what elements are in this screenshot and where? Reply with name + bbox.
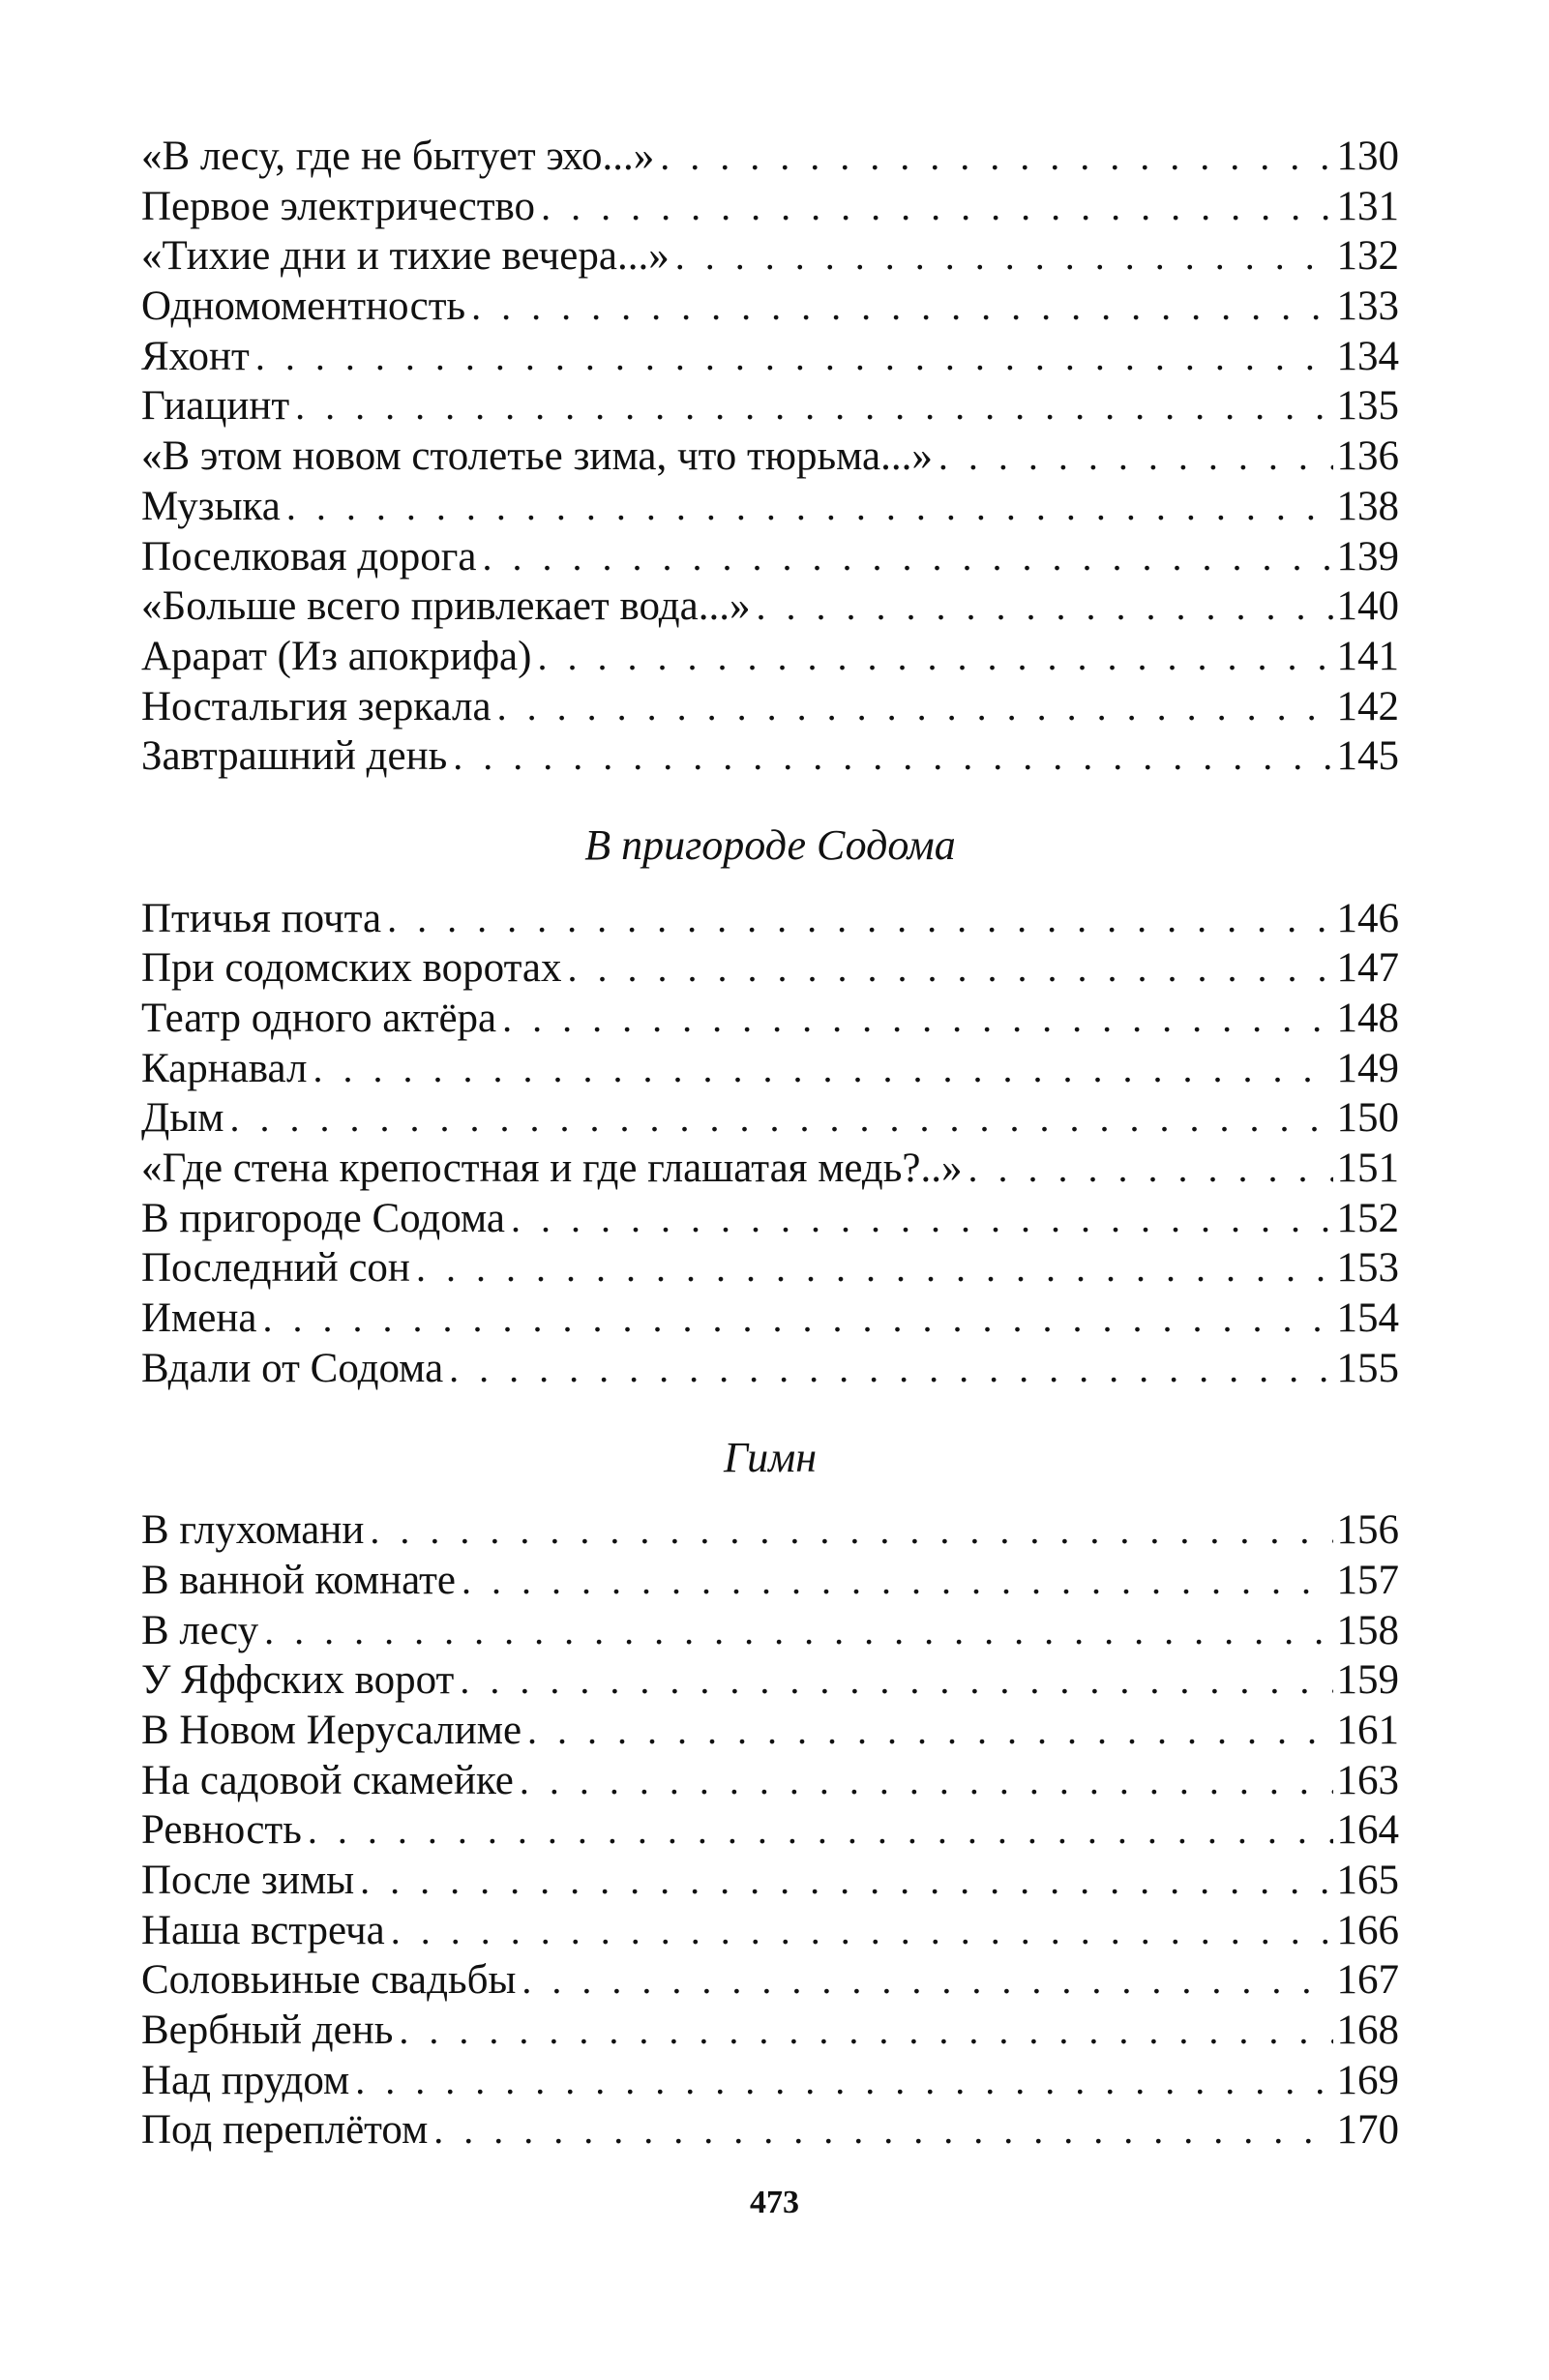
- toc-entry-title: В Новом Иерусалиме: [141, 1707, 522, 1753]
- toc-entry-title: «Тихие дни и тихие вечера...»: [141, 233, 670, 280]
- toc-entry-page: 138: [1336, 483, 1399, 529]
- toc-entry-page: 145: [1336, 733, 1399, 780]
- toc-entry: [141, 1856, 1399, 1906]
- dot-leader: [262, 1294, 1332, 1344]
- dot-leader: [370, 1505, 1332, 1556]
- toc-entry-page: 147: [1336, 945, 1399, 992]
- toc-entry-page: 140: [1336, 583, 1399, 630]
- toc-entry: [141, 894, 1399, 944]
- toc-entry-title: Поселковая дорога: [141, 533, 477, 580]
- toc-entry: [141, 231, 1399, 282]
- toc-entry: [141, 994, 1399, 1044]
- toc-entry-title: У Яффских ворот: [141, 1657, 455, 1704]
- dot-leader: [521, 1955, 1332, 2006]
- dot-leader: [295, 381, 1332, 431]
- toc-entry-title: После зимы: [141, 1858, 355, 1903]
- toc-entry-page: 169: [1336, 2057, 1399, 2103]
- dot-leader: [520, 1756, 1333, 1806]
- toc-entry-title: Одномоментность: [141, 283, 466, 330]
- toc-entry-page: 165: [1336, 1858, 1399, 1903]
- toc-entry: [141, 431, 1399, 482]
- dot-leader: [229, 1093, 1332, 1144]
- toc-entry-title: Яхонт: [141, 333, 250, 379]
- toc-entry-title: Вдали от Содома: [141, 1345, 444, 1391]
- toc-entry-title: Под переплётом: [141, 2107, 429, 2154]
- toc-entry: [141, 1194, 1399, 1244]
- toc-entry-page: 141: [1336, 633, 1399, 679]
- toc-entry: [141, 182, 1399, 232]
- toc-entry-title: На садовой скамейке: [141, 1757, 514, 1803]
- toc-entry-title: В ванной комнате: [141, 1557, 456, 1603]
- toc-entry-title: Имена: [141, 1295, 257, 1342]
- toc-entry-page: 167: [1336, 1957, 1399, 2004]
- toc-entry-page: 158: [1336, 1607, 1399, 1653]
- toc-entry-title: «В этом новом столетье зима, что тюрьма...»: [141, 433, 933, 480]
- dot-leader: [502, 994, 1332, 1044]
- toc-entry-page: 170: [1336, 2107, 1399, 2154]
- toc-entry: [141, 731, 1399, 782]
- toc-entry-title: В лесу: [141, 1607, 259, 1653]
- dot-leader: [387, 894, 1332, 944]
- dot-leader: [462, 1556, 1333, 1606]
- toc-entry: [141, 1655, 1399, 1706]
- dot-leader: [675, 231, 1333, 282]
- toc-entry: [141, 632, 1399, 682]
- toc-entry: [141, 482, 1399, 532]
- toc-entry: [141, 682, 1399, 732]
- dot-leader: [391, 1906, 1333, 1956]
- toc-entry: [141, 1044, 1399, 1094]
- dot-leader: [497, 682, 1333, 732]
- dot-leader: [938, 431, 1333, 482]
- toc-entry-page: 153: [1336, 1245, 1399, 1292]
- toc-entry-page: 157: [1336, 1557, 1399, 1603]
- dot-leader: [541, 182, 1332, 232]
- dot-leader: [308, 1805, 1333, 1856]
- toc-entry-page: 132: [1336, 233, 1399, 280]
- toc-entry-page: 163: [1336, 1757, 1399, 1803]
- dot-leader: [313, 1044, 1332, 1094]
- dot-leader: [264, 1606, 1332, 1656]
- toc-entry: [141, 1706, 1399, 1756]
- toc-entry-page: 156: [1336, 1507, 1399, 1554]
- toc-entry-page: 130: [1336, 134, 1399, 179]
- dot-leader: [968, 1144, 1333, 1194]
- toc-entry-page: 161: [1336, 1707, 1399, 1753]
- toc-entry-title: В глухомани: [141, 1507, 365, 1554]
- dot-leader: [660, 132, 1332, 182]
- toc-entry-title: Над прудом: [141, 2057, 350, 2103]
- toc-entry-title: Карнавал: [141, 1045, 308, 1091]
- toc-entry: [141, 2056, 1399, 2106]
- toc-entry: [141, 2105, 1399, 2156]
- toc-entry: [141, 1805, 1399, 1856]
- toc-entry-page: 142: [1336, 683, 1399, 729]
- toc-entry-page: 139: [1336, 533, 1399, 580]
- toc-entry-title: Первое электричество: [141, 183, 536, 229]
- toc-entry-title: Театр одного актёра: [141, 996, 497, 1041]
- toc-entry-page: 131: [1336, 183, 1399, 229]
- dot-leader: [511, 1194, 1333, 1244]
- dot-leader: [482, 532, 1332, 582]
- toc-entry-title: Последний сон: [141, 1245, 410, 1292]
- toc-entry-title: Музыка: [141, 483, 281, 529]
- toc-entry-page: 146: [1336, 895, 1399, 941]
- dot-leader: [355, 2056, 1332, 2106]
- toc-entry: [141, 2006, 1399, 2056]
- toc-entry-title: Завтрашний день: [141, 733, 448, 780]
- toc-entry-title: При содомских воротах: [141, 945, 562, 992]
- page-number: 473: [750, 2185, 799, 2220]
- dot-leader: [568, 943, 1333, 994]
- dot-leader: [399, 2006, 1332, 2056]
- toc-entry-page: 155: [1336, 1345, 1399, 1391]
- toc-entry: [141, 332, 1399, 382]
- dot-leader: [449, 1344, 1332, 1394]
- toc-entry: [141, 1294, 1399, 1344]
- toc-entry-title: Наша встреча: [141, 1907, 385, 1953]
- dot-leader: [460, 1655, 1332, 1706]
- dot-leader: [360, 1856, 1332, 1906]
- toc-entry-title: Птичья почта: [141, 895, 382, 941]
- dot-leader: [286, 482, 1333, 532]
- toc-entry-title: Вербный день: [141, 2008, 394, 2054]
- toc-entry-title: Ностальгия зеркала: [141, 683, 492, 729]
- dot-leader: [537, 632, 1332, 682]
- dot-leader: [756, 581, 1332, 632]
- toc-entry-page: 159: [1336, 1657, 1399, 1704]
- dot-leader: [471, 282, 1332, 332]
- toc-entry: [141, 1144, 1399, 1194]
- toc-entry-page: 136: [1336, 433, 1399, 480]
- toc-entry-page: 134: [1336, 333, 1399, 379]
- toc-entry: [141, 1906, 1399, 1956]
- toc-entry: [141, 532, 1399, 582]
- toc-entry: [141, 1243, 1399, 1294]
- toc-entry: [141, 1093, 1399, 1144]
- toc-entry: [141, 1606, 1399, 1656]
- table-of-contents: [141, 132, 1399, 2156]
- toc-entry-page: 168: [1336, 2008, 1399, 2054]
- toc-entry: [141, 132, 1399, 182]
- toc-entry-title: Дым: [141, 1095, 224, 1142]
- toc-entry-title: Арарат (Из апокрифа): [141, 633, 532, 679]
- dot-leader: [433, 2105, 1332, 2156]
- toc-entry-title: «Где стена крепостная и где глашатая медь?..»: [141, 1145, 963, 1192]
- section-heading: В пригороде Содома: [584, 820, 956, 869]
- toc-entry: [141, 381, 1399, 431]
- toc-entry-page: 135: [1336, 383, 1399, 430]
- dot-leader: [527, 1706, 1332, 1756]
- toc-entry-page: 152: [1336, 1195, 1399, 1241]
- toc-entry-title: «Больше всего привлекает вода...»: [141, 583, 751, 630]
- toc-entry: [141, 1756, 1399, 1806]
- toc-entry-page: 154: [1336, 1295, 1399, 1342]
- toc-entry: [141, 581, 1399, 632]
- toc-entry: [141, 1556, 1399, 1606]
- toc-entry: [141, 1955, 1399, 2006]
- toc-entry-title: Ревность: [141, 1807, 302, 1854]
- dot-leader: [255, 332, 1333, 382]
- toc-entry: [141, 943, 1399, 994]
- toc-entry-page: 151: [1336, 1145, 1399, 1192]
- toc-entry-page: 150: [1336, 1095, 1399, 1142]
- dot-leader: [453, 731, 1332, 782]
- toc-entry: [141, 282, 1399, 332]
- dot-leader: [416, 1243, 1333, 1294]
- toc-entry-page: 148: [1336, 996, 1399, 1041]
- section-heading: Гимн: [723, 1433, 818, 1481]
- toc-entry: [141, 1344, 1399, 1394]
- toc-entry-page: 166: [1336, 1907, 1399, 1953]
- toc-entry: [141, 1505, 1399, 1556]
- toc-entry-page: 164: [1336, 1807, 1399, 1854]
- toc-entry-title: Гиацинт: [141, 383, 290, 430]
- toc-entry-title: «В лесу, где не бытует эхо...»: [141, 134, 655, 179]
- toc-entry-page: 133: [1336, 283, 1399, 330]
- toc-entry-title: Соловьиные свадьбы: [141, 1957, 517, 2004]
- toc-entry-title: В пригороде Содома: [141, 1195, 505, 1241]
- toc-entry-page: 149: [1336, 1045, 1399, 1091]
